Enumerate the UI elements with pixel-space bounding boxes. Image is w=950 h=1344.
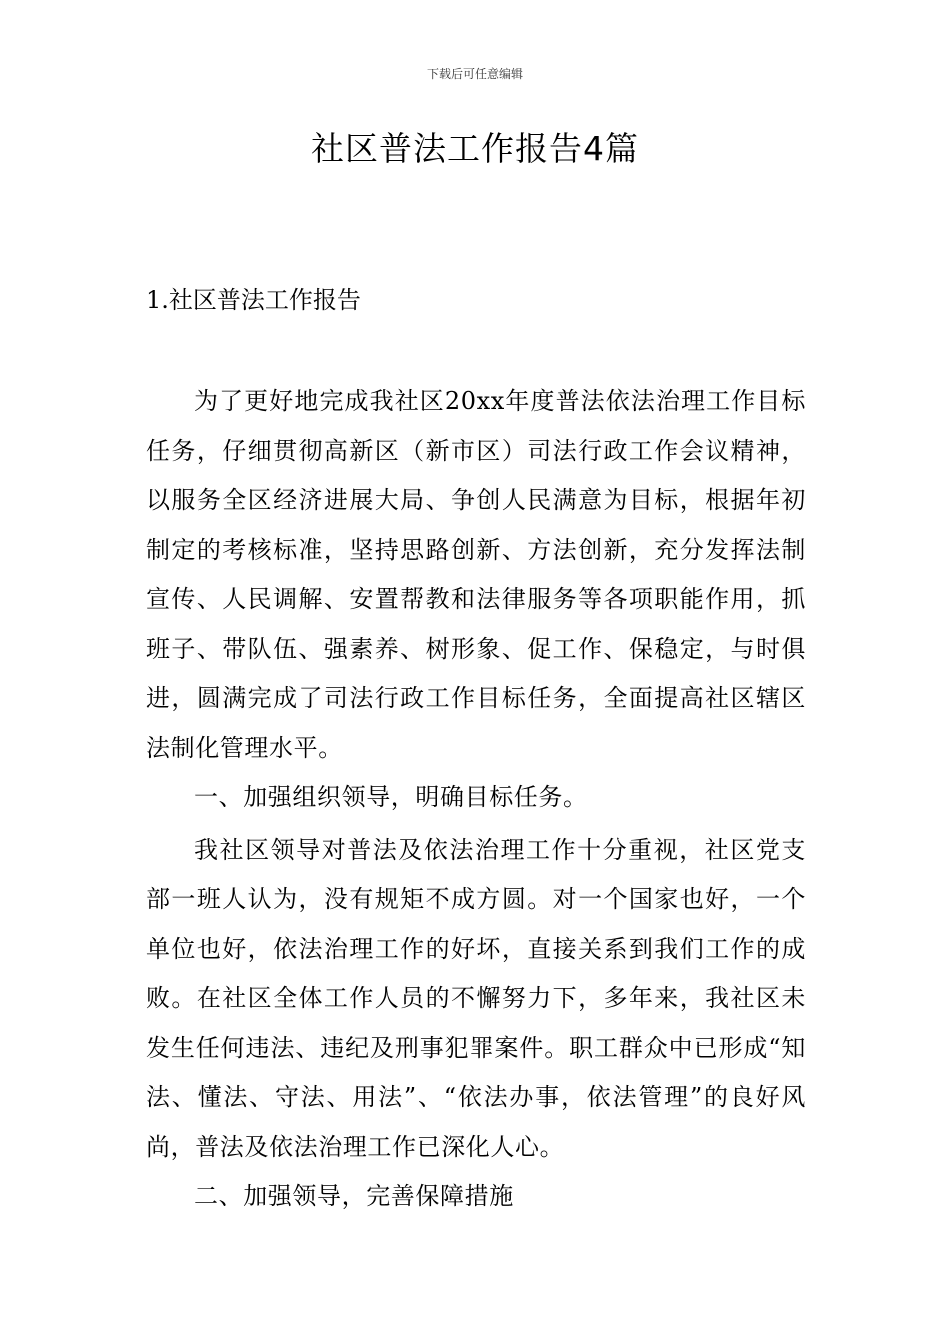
subheading-one: 一、加强组织领导，明确目标任务。: [194, 783, 588, 811]
paragraph-one: 我社区领导对普法及依法治理工作十分重视，社区党支部一班人认为，没有规矩不成方圆。对一个国家也好，一个单位也好，依法治理工作的好坏，直接关系到我们工作的成败。在社区全体工作人员的不懈努力下，多年来，我社区未发生任何违法、违纪及刑事犯罪案件。职工群众中已形成“知法、懂法、守法、用法”、“依法办事，依法管理”的良好风尚，普法及依法治理工作已深化人心。: [146, 835, 806, 1161]
subheading-two: 二、加强领导，完善保障措施: [194, 1182, 514, 1210]
header-note: 下载后可任意编辑: [426, 67, 523, 81]
paragraph-intro: 为了更好地完成我社区20xx年度普法依法治理工作目标任务，仔细贯彻高新区（新市区）司法行政工作会议精神，以服务全区经济进展大局、争创人民满意为目标，根据年初制定的考核标准，坚持思路创新、方法创新，充分发挥法制宣传、人民调解、安置帮教和法律服务等各项职能作用，抓班子、带队伍、强素养、树形象、促工作、保稳定，与时俱进，圆满完成了司法行政工作目标任务，全面提高社区辖区法制化管理水平。: [146, 387, 806, 762]
document-title: 社区普法工作报告4篇: [311, 129, 639, 168]
section-heading: 1.社区普法工作报告: [146, 286, 361, 314]
document-body: [146, 377, 806, 1225]
